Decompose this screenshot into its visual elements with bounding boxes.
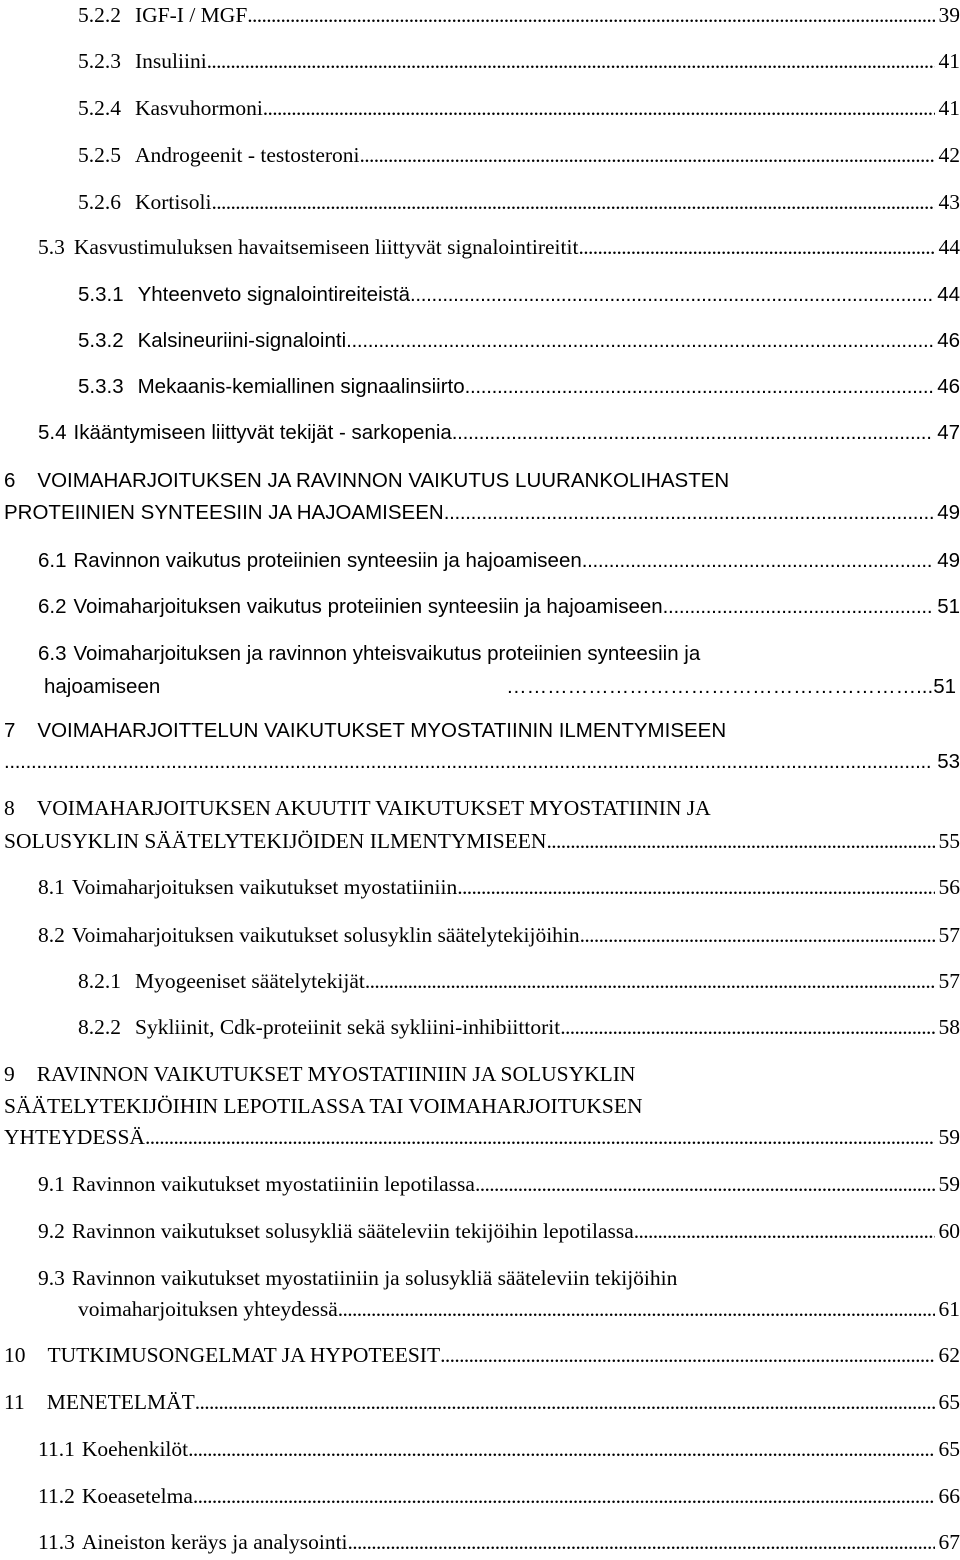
toc-entry[interactable] [38,594,960,620]
entry-page: 46 [937,375,960,398]
toc-entry[interactable] [78,968,960,994]
dot-leader [188,1436,934,1462]
entry-title: VOIMAHARJOITUKSEN JA RAVINNON VAIKUTUS LUURANKOLIHASTEN [37,469,730,492]
entry-number: 5.2.4 [78,96,121,120]
dot-leader [247,2,934,28]
entry-number: 11 [4,1390,25,1414]
entry-page: 61 [938,1297,960,1321]
toc-entry[interactable] [38,1483,960,1509]
dot-leader [465,374,934,400]
entry-page: 60 [938,1219,960,1243]
toc-entry[interactable] [38,1529,960,1555]
entry-number: 8 [4,796,15,820]
toc-entry[interactable] [4,828,960,854]
entry-title: TUTKIMUSONGELMAT JA HYPOTEESIT [47,1343,441,1367]
toc-entry[interactable] [38,874,960,900]
entry-title: hajoamiseen [44,675,161,698]
dot-leader [338,1296,935,1322]
entry-title: Kasvuhormoni [135,96,263,120]
dot-leader [634,1218,935,1244]
entry-number: 11.2 [38,1484,75,1508]
dot-leader [580,922,935,948]
entry-page: 43 [938,190,960,214]
entry-number: 5.3.2 [78,329,124,352]
entry-page: 47 [937,421,960,444]
entry-page: 49 [937,501,960,524]
dot-leader [578,234,934,260]
entry-title: SOLUSYKLIN SÄÄTELYTEKIJÖIDEN ILMENTYMISEEN [4,829,547,853]
entry-page: 55 [938,829,960,853]
entry-number: 5.3.1 [78,283,124,306]
entry-title: Koehenkilöt [81,1437,189,1461]
dot-leader [663,594,934,620]
entry-page: 57 [938,969,960,993]
entry-title: Kalsineuriini-signalointi [137,329,347,352]
dot-leader [452,420,933,446]
dot-leader [4,749,933,775]
entry-title: VOIMAHARJOITUKSEN AKUUTIT VAIKUTUKSET MYOSTATIININ JA [36,796,711,820]
toc-entry[interactable] [78,142,960,168]
entry-title: Yhteenveto signalointireiteistä [137,283,410,306]
entry-number: 5.2.5 [78,143,121,167]
toc-entry-line1[interactable] [4,1061,635,1087]
dot-leader [444,500,933,526]
entry-number: 5.4 [38,421,67,444]
entry-page: 65 [938,1390,960,1414]
dot-leader [410,282,933,308]
entry-title: Koeasetelma [81,1484,193,1508]
dot-leader [440,1342,934,1368]
entry-title: Insuliini [135,49,207,73]
entry-page: 62 [938,1343,960,1367]
entry-title: Androgeenit - testosteroni [135,143,360,167]
entry-page: 49 [937,549,960,572]
entry-number: 8.2.1 [78,969,121,993]
entry-title: Ravinnon vaikutukset solusykliä sääteleviin tekijöihin lepotilassa [71,1219,634,1243]
entry-number: 10 [4,1343,26,1367]
entry-page: 41 [938,96,960,120]
entry-page: 42 [938,143,960,167]
entry-page: 57 [938,923,960,947]
entry-page: 53 [937,750,960,773]
entry-number: 7 [4,719,16,742]
toc-entry[interactable] [38,922,960,948]
entry-page: ……………………………………………………...51 [506,675,956,698]
toc-entry[interactable] [78,374,960,400]
entry-title: Ravinnon vaikutukset myostatiiniin ja solusykliä sääteleviin tekijöihin [71,1266,678,1290]
entry-title: PROTEIINIEN SYNTEESIIN JA HAJOAMISEEN [4,501,444,524]
entry-title: Voimaharjoituksen vaikutukset myostatiiniin [71,875,458,899]
dot-leader [475,1171,935,1197]
entry-page: 44 [938,235,960,259]
toc-entry[interactable] [38,234,960,260]
entry-page: 41 [938,49,960,73]
dot-leader [145,1124,935,1150]
entry-page: 56 [938,875,960,899]
entry-title: SÄÄTELYTEKIJÖIHIN LEPOTILASSA TAI VOIMAHARJOITUKSEN [4,1094,643,1118]
entry-page: 46 [937,329,960,352]
toc-entry[interactable] [78,95,960,121]
entry-page: 51 [937,595,960,618]
entry-title: RAVINNON VAIKUTUKSET MYOSTATIINIIN JA SOLUSYKLIN [36,1062,636,1086]
entry-number: 8.1 [38,875,65,899]
entry-number: 6.2 [38,595,67,618]
toc-entry[interactable] [78,1014,960,1040]
toc-entry-line1[interactable] [4,795,711,821]
toc-entry[interactable] [78,48,960,74]
entry-title: IGF-I / MGF [135,3,248,27]
entry-number: 5.2.3 [78,49,121,73]
dot-leader [193,1483,935,1509]
entry-number: 9.1 [38,1172,65,1196]
toc-entry[interactable] [78,1296,960,1322]
entry-title: Ravinnon vaikutus proteiinien synteesiin ja hajoamiseen [73,549,582,572]
toc-entry[interactable] [4,1124,960,1150]
toc-entry-line1[interactable] [4,468,729,494]
dot-leader [211,189,934,215]
entry-title: Kortisoli [135,190,212,214]
entry-title: VOIMAHARJOITTELUN VAIKUTUKSET MYOSTATIININ ILMENTYMISEEN [37,719,727,742]
toc-entry[interactable] [4,749,960,775]
toc-entry-line1[interactable] [38,1265,677,1291]
dot-leader [348,1529,935,1555]
entry-title: Kasvustimuluksen havaitsemiseen liittyvät signalointireitit [73,235,579,259]
entry-number: 5.2.2 [78,3,121,27]
toc-entry[interactable] [38,1218,960,1244]
entry-title: Voimaharjoituksen vaikutus proteiinien synteesiin ja hajoamiseen [73,595,663,618]
entry-title: Sykliinit, Cdk-proteiinit sekä sykliini-inhibiittorit [135,1015,561,1039]
dot-leader [546,828,934,854]
entry-number: 8.2.2 [78,1015,121,1039]
dot-leader [195,1389,935,1415]
dot-leader [365,968,935,994]
entry-page: 65 [938,1437,960,1461]
toc-entry[interactable] [38,1436,960,1462]
toc-entry[interactable] [38,548,960,574]
entry-number: 9 [4,1062,15,1086]
toc-entry[interactable] [38,1171,960,1197]
entry-title: MENETELMÄT [46,1390,195,1414]
entry-number: 6.3 [38,642,67,665]
toc-entry[interactable] [44,674,956,700]
entry-page: 67 [938,1530,960,1554]
dot-leader [360,142,935,168]
toc-entry[interactable] [4,1389,960,1415]
toc-entry[interactable] [4,1342,960,1368]
entry-number: 5.3 [38,235,65,259]
entry-title: Mekaanis-kemiallinen signaalinsiirto [137,375,465,398]
entry-number: 9.2 [38,1219,65,1243]
dot-leader [582,548,933,574]
entry-page: 66 [938,1484,960,1508]
toc-entry-line1[interactable] [4,718,726,744]
dot-leader [560,1014,934,1040]
entry-title: Ikääntymiseen liittyvät tekijät - sarkopenia [73,421,452,444]
dot-leader [263,95,935,121]
entry-number: 8.2 [38,923,65,947]
entry-title: Myogeeniset säätelytekijät [135,969,365,993]
entry-title: Ravinnon vaikutukset myostatiiniin lepotilassa [71,1172,475,1196]
entry-page: 59 [938,1125,960,1149]
toc-entry[interactable] [78,328,960,354]
toc-entry-line1[interactable] [38,641,700,667]
toc-entry[interactable] [4,500,960,526]
entry-title: YHTEYDESSÄ [4,1125,145,1149]
dot-leader [457,874,934,900]
entry-number: 6.1 [38,549,67,572]
entry-number: 11.3 [38,1530,75,1554]
entry-title: Aineiston keräys ja analysointi [81,1530,348,1554]
entry-page: 59 [938,1172,960,1196]
entry-page: 44 [937,283,960,306]
toc-entry[interactable] [78,189,960,215]
entry-page: 39 [938,3,960,27]
dot-leader [346,328,933,354]
entry-title: voimaharjoituksen yhteydessä [78,1297,338,1321]
entry-title: Voimaharjoituksen vaikutukset solusyklin säätelytekijöihin [71,923,580,947]
dot-leader [207,48,935,74]
entry-page: 58 [938,1015,960,1039]
toc-entry[interactable] [38,420,960,446]
toc-entry-line2[interactable] [4,1093,643,1119]
entry-number: 6 [4,469,16,492]
entry-number: 5.3.3 [78,375,124,398]
entry-number: 9.3 [38,1266,65,1290]
toc-entry[interactable] [78,2,960,28]
entry-title: Voimaharjoituksen ja ravinnon yhteisvaikutus proteiinien synteesiin ja [73,642,701,665]
entry-number: 5.2.6 [78,190,121,214]
toc-entry[interactable] [78,282,960,308]
entry-number: 11.1 [38,1437,75,1461]
